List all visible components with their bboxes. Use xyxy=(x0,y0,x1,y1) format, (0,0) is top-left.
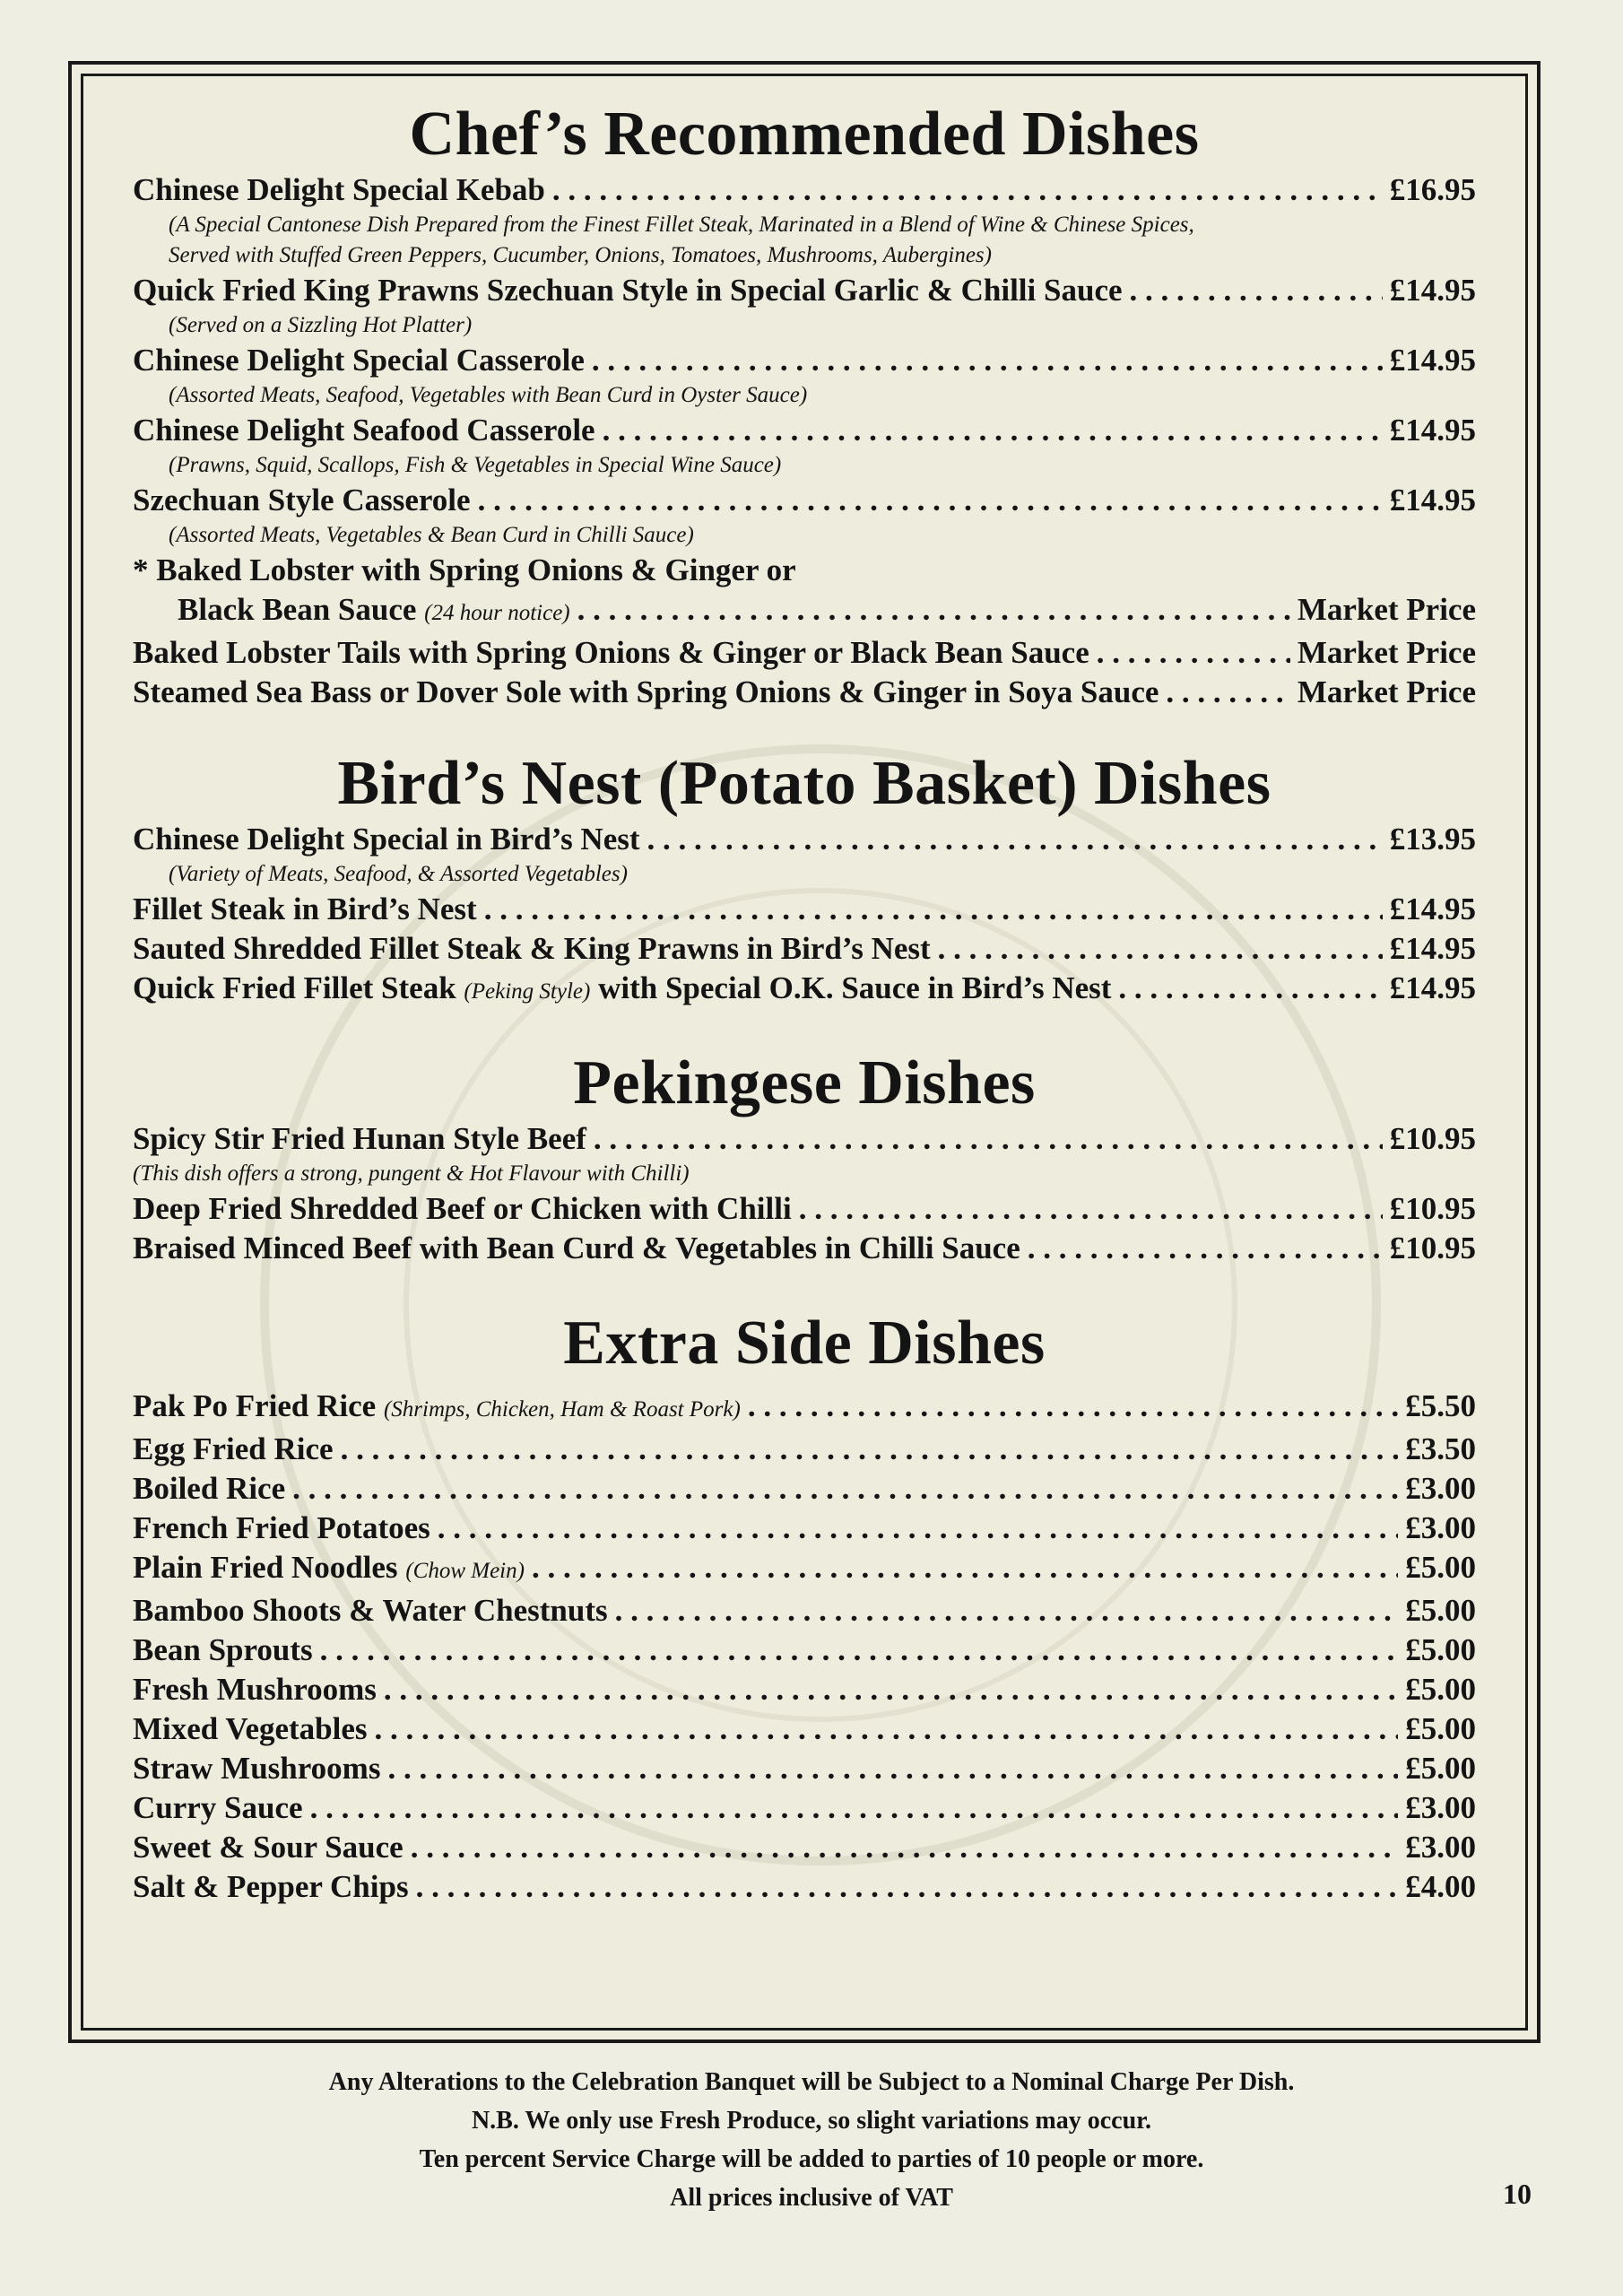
item-name: Quick Fried King Prawns Szechuan Style in Special Garlic & Chilli Sauce xyxy=(133,273,1123,308)
item-name-text: Plain Fried Noodles xyxy=(133,1550,398,1585)
menu-item xyxy=(133,820,1476,859)
item-name-text: Black Bean Sauce xyxy=(178,592,417,627)
menu-item xyxy=(133,411,1476,450)
menu-item xyxy=(133,1548,1476,1591)
menu-item xyxy=(133,1430,1476,1469)
dot-leader xyxy=(1130,271,1383,310)
menu-item xyxy=(133,633,1476,673)
dot-leader xyxy=(1028,1229,1383,1268)
item-name: Deep Fried Shredded Beef or Chicken with Chilli xyxy=(133,1191,792,1226)
item-name: Fresh Mushrooms xyxy=(133,1672,377,1707)
item-name: Egg Fried Rice xyxy=(133,1431,334,1466)
section-title-extra-side: Extra Side Dishes xyxy=(563,1309,1046,1378)
dot-leader xyxy=(532,1548,1398,1587)
item-price: £5.00 xyxy=(1405,1672,1476,1707)
item-price: £5.00 xyxy=(1405,1751,1476,1786)
dot-leader xyxy=(478,481,1383,520)
item-name: Straw Mushrooms xyxy=(133,1751,381,1786)
dot-leader xyxy=(799,1189,1383,1229)
section-title-birds-nest: Bird’s Nest (Potato Basket) Dishes xyxy=(337,749,1271,818)
footer-line: N.B. We only use Fresh Produce, so slight variations may occur. xyxy=(471,2107,1152,2135)
item-price: £14.95 xyxy=(1389,343,1476,378)
item-price: £14.95 xyxy=(1389,483,1476,517)
item-price: £5.00 xyxy=(1405,1550,1476,1585)
dot-leader xyxy=(615,1591,1399,1631)
item-name: Braised Minced Beef with Bean Curd & Vegetables in Chilli Sauce xyxy=(133,1231,1020,1265)
dot-leader xyxy=(310,1788,1399,1828)
menu-item xyxy=(133,1867,1476,1907)
item-name: Szechuan Style Casserole xyxy=(133,483,471,517)
item-price: £4.00 xyxy=(1405,1869,1476,1904)
dot-leader xyxy=(320,1631,1399,1670)
dot-leader xyxy=(1097,633,1290,673)
item-name: Steamed Sea Bass or Dover Sole with Spring Onions & Ginger in Soya Sauce xyxy=(133,674,1159,709)
item-name: Baked Lobster Tails with Spring Onions & Ginger or Black Bean Sauce xyxy=(133,635,1089,670)
menu-content xyxy=(133,99,1476,1907)
menu-item-lobster-line2 xyxy=(133,590,1476,633)
section-birds-nest xyxy=(133,820,1476,1012)
item-name: Bean Sprouts xyxy=(133,1632,313,1667)
item-name: Chinese Delight Special Kebab xyxy=(133,172,545,207)
item-name: Chinese Delight Special Casserole xyxy=(133,343,585,378)
menu-item xyxy=(133,481,1476,520)
section-title-pekingese: Pekingese Dishes xyxy=(573,1048,1036,1118)
menu-item xyxy=(133,1631,1476,1670)
item-name: Spicy Stir Fried Hunan Style Beef xyxy=(133,1121,586,1156)
dot-leader xyxy=(1166,673,1289,712)
item-name xyxy=(133,969,1111,1012)
item-name-text: Quick Fried Fillet Steak xyxy=(133,970,456,1005)
footer-line: Any Alterations to the Celebration Banquet will be Subject to a Nominal Charge Per Dish. xyxy=(328,2068,1295,2096)
dot-leader xyxy=(603,411,1383,450)
item-price: £5.50 xyxy=(1405,1388,1476,1423)
item-note: (Peking Style) xyxy=(464,979,591,1004)
dot-leader xyxy=(438,1509,1398,1548)
item-name: Sweet & Sour Sauce xyxy=(133,1830,404,1865)
item-name-text: with Special O.K. Sauce in Bird’s Nest xyxy=(598,970,1112,1005)
section-chefs-recommended xyxy=(133,170,1476,712)
item-description: (Variety of Meats, Seafood, & Assorted Vegetables) xyxy=(169,862,628,886)
item-name: Boiled Rice xyxy=(133,1471,286,1506)
item-name: French Fried Potatoes xyxy=(133,1510,430,1545)
page-number: 10 xyxy=(1503,2178,1532,2210)
item-price: £14.95 xyxy=(1389,413,1476,448)
item-name xyxy=(133,1387,741,1430)
dot-leader xyxy=(375,1709,1399,1749)
item-price: £14.95 xyxy=(1389,891,1476,926)
item-description: (Served on a Sizzling Hot Platter) xyxy=(169,313,473,337)
item-price: £5.00 xyxy=(1405,1711,1476,1746)
menu-item xyxy=(133,1670,1476,1709)
item-name: Curry Sauce xyxy=(133,1790,303,1825)
item-name xyxy=(178,590,570,633)
menu-item xyxy=(133,1591,1476,1631)
item-note: (24 hour notice) xyxy=(424,601,570,625)
item-price: £3.00 xyxy=(1405,1790,1476,1825)
item-name: Bamboo Shoots & Water Chestnuts xyxy=(133,1593,608,1628)
section-title-chefs-recommended: Chef’s Recommended Dishes xyxy=(409,100,1200,169)
item-name: Chinese Delight Special in Bird’s Nest xyxy=(133,822,640,857)
menu-item xyxy=(133,1509,1476,1548)
dot-leader xyxy=(1118,969,1382,1008)
section-extra-side xyxy=(133,1387,1476,1907)
footer-line: Ten percent Service Charge will be added to parties of 10 people or more. xyxy=(419,2145,1204,2173)
menu-item xyxy=(133,1788,1476,1828)
menu-item xyxy=(133,1709,1476,1749)
dot-leader xyxy=(416,1867,1399,1907)
dot-leader xyxy=(647,820,1383,859)
dot-leader xyxy=(552,170,1383,210)
item-name: Fillet Steak in Bird’s Nest xyxy=(133,891,477,926)
menu-item xyxy=(133,673,1476,712)
menu-item xyxy=(133,1469,1476,1509)
item-price: £10.95 xyxy=(1389,1231,1476,1265)
item-name: Salt & Pepper Chips xyxy=(133,1869,409,1904)
item-price: £14.95 xyxy=(1389,273,1476,308)
footer-notes xyxy=(0,2063,1623,2217)
menu-item xyxy=(133,1189,1476,1229)
item-price: £3.00 xyxy=(1405,1830,1476,1865)
dot-leader xyxy=(594,1119,1383,1159)
item-name: * Baked Lobster with Spring Onions & Ginger or xyxy=(133,552,796,587)
dot-leader xyxy=(748,1387,1398,1426)
item-price: £13.95 xyxy=(1389,822,1476,857)
item-price: £10.95 xyxy=(1389,1121,1476,1156)
item-price: £14.95 xyxy=(1389,931,1476,966)
item-description: (Assorted Meats, Seafood, Vegetables with Bean Curd in Oyster Sauce) xyxy=(169,383,808,407)
footer-line: All prices inclusive of VAT xyxy=(670,2184,953,2212)
menu-item xyxy=(133,170,1476,210)
item-price: £16.95 xyxy=(1389,172,1476,207)
item-price: £5.00 xyxy=(1405,1593,1476,1628)
item-description: Served with Stuffed Green Peppers, Cucumber, Onions, Tomatoes, Mushrooms, Aubergines) xyxy=(169,243,992,267)
item-price: Market Price xyxy=(1297,635,1476,670)
menu-item xyxy=(133,1119,1476,1159)
item-note: (Chow Mein) xyxy=(405,1559,525,1583)
menu-item xyxy=(133,1229,1476,1268)
menu-item xyxy=(133,1387,1476,1430)
menu-item xyxy=(133,929,1476,969)
item-name xyxy=(133,1548,525,1591)
section-pekingese xyxy=(133,1119,1476,1268)
menu-item xyxy=(133,271,1476,310)
item-price: Market Price xyxy=(1297,592,1476,627)
item-price: £3.00 xyxy=(1405,1471,1476,1506)
menu-item xyxy=(133,890,1476,929)
dot-leader xyxy=(592,341,1383,380)
item-name: Chinese Delight Seafood Casserole xyxy=(133,413,595,448)
menu-item xyxy=(133,341,1476,380)
item-price: Market Price xyxy=(1297,674,1476,709)
item-description: (Assorted Meats, Vegetables & Bean Curd in Chilli Sauce) xyxy=(169,523,694,547)
item-description: (A Special Cantonese Dish Prepared from the Finest Fillet Steak, Marinated in a Blend of Wine & Chinese Spices, xyxy=(169,213,1194,237)
item-name: Mixed Vegetables xyxy=(133,1711,368,1746)
item-price: £3.50 xyxy=(1405,1431,1476,1466)
item-description: (Prawns, Squid, Scallops, Fish & Vegetables in Special Wine Sauce) xyxy=(169,453,782,477)
dot-leader xyxy=(577,590,1290,630)
item-name: Sauted Shredded Fillet Steak & King Prawns in Bird’s Nest xyxy=(133,931,931,966)
item-price: £3.00 xyxy=(1405,1510,1476,1545)
menu-item xyxy=(133,1828,1476,1867)
item-note: (Shrimps, Chicken, Ham & Roast Pork) xyxy=(383,1397,741,1422)
dot-leader xyxy=(387,1749,1398,1788)
dot-leader xyxy=(384,1670,1398,1709)
menu-item xyxy=(133,1749,1476,1788)
dot-leader xyxy=(938,929,1383,969)
dot-leader xyxy=(411,1828,1399,1867)
item-name-text: Pak Po Fried Rice xyxy=(133,1388,377,1423)
item-price: £14.95 xyxy=(1389,970,1476,1005)
item-description: (This dish offers a strong, pungent & Hot Flavour with Chilli) xyxy=(133,1161,690,1186)
item-price: £10.95 xyxy=(1389,1191,1476,1226)
menu-item-lobster-line1 xyxy=(133,551,1476,590)
dot-leader xyxy=(341,1430,1399,1469)
item-price: £5.00 xyxy=(1405,1632,1476,1667)
dot-leader xyxy=(292,1469,1398,1509)
menu-item xyxy=(133,969,1476,1012)
dot-leader xyxy=(484,890,1383,929)
